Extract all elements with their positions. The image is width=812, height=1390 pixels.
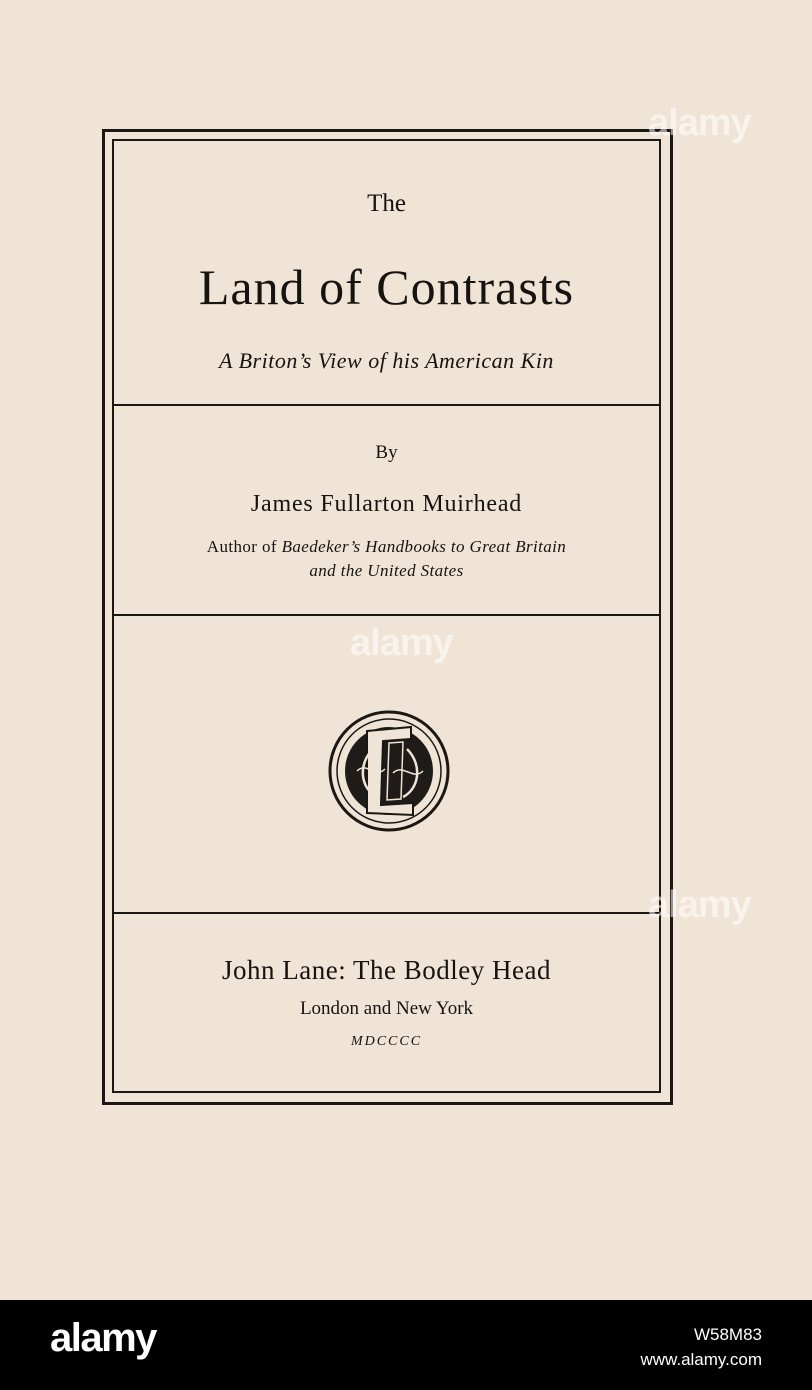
title-article: The (367, 190, 406, 217)
image-id: W58M83 (693, 1325, 762, 1344)
watermark: alamy (350, 622, 453, 664)
credit-work-title: Baedeker’s Handbooks to Great Britain (281, 537, 567, 556)
publication-date: MDCCCC (350, 1034, 423, 1049)
divider-rule (114, 912, 659, 914)
by-line: By (375, 442, 398, 463)
author-credit-line2: and the United States (309, 561, 464, 580)
divider-rule (114, 614, 659, 616)
watermark: alamy (648, 884, 751, 926)
divider-rule (114, 404, 659, 406)
book-subtitle: A Briton’s View of his American Kin (219, 348, 554, 373)
publisher-name: John Lane: The Bodley Head (222, 955, 551, 985)
publisher-monogram-icon (327, 709, 451, 833)
credit-prefix: Author of (206, 537, 282, 556)
site-url: www.alamy.com (640, 1350, 762, 1369)
footer-info (562, 1322, 762, 1372)
book-title: Land of Contrasts (198, 259, 575, 315)
author-credit-line1 (114, 537, 659, 557)
author-name: James Fullarton Muirhead (250, 491, 523, 517)
alamy-logo: alamy (50, 1316, 156, 1360)
publication-place: London and New York (299, 998, 474, 1019)
watermark: alamy (648, 102, 751, 144)
